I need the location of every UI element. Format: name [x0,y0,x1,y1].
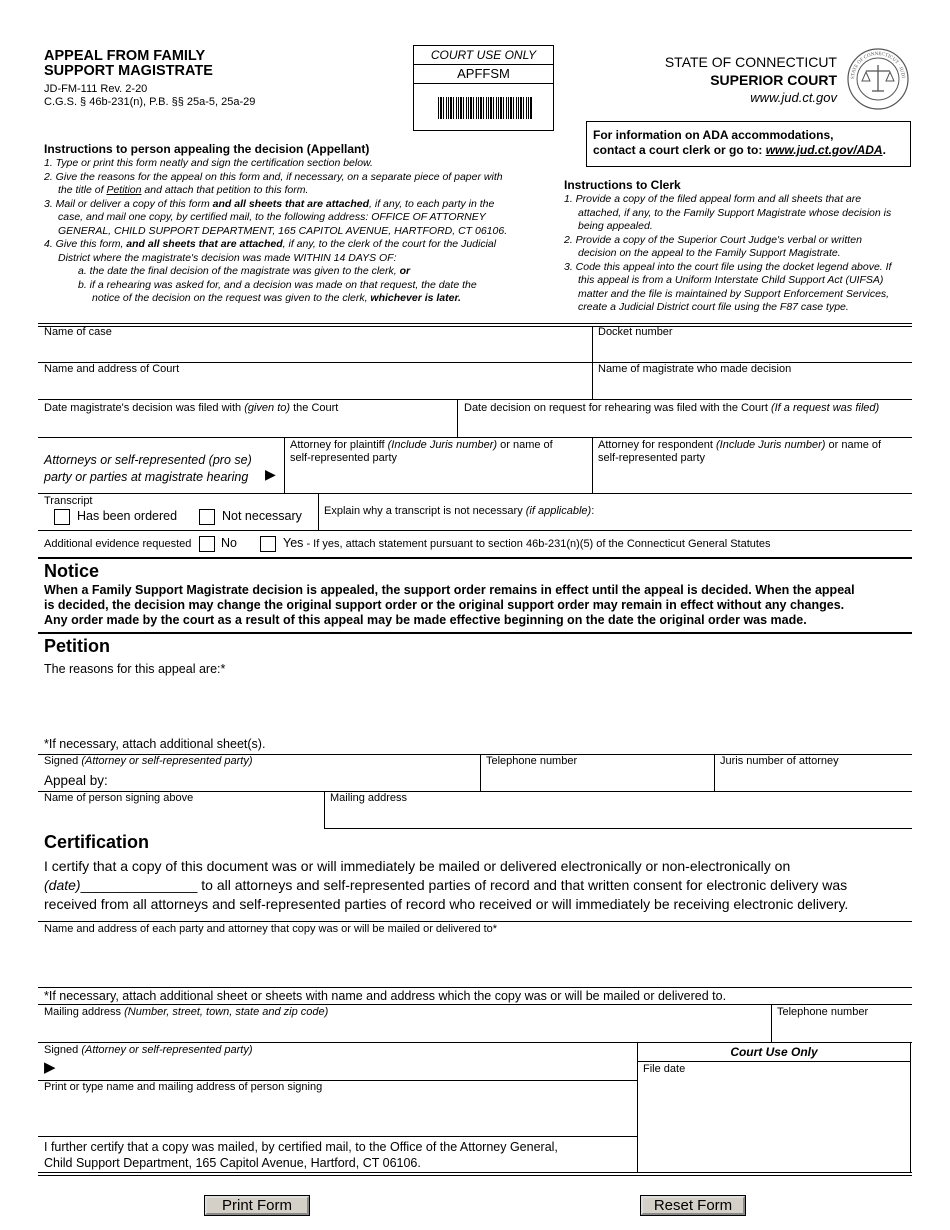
mailing-address-input[interactable] [328,805,910,827]
cert-signed-pre: Signed [44,1044,82,1056]
evidence-no-checkbox[interactable] [199,536,215,552]
cert-telephone-label: Telephone number [777,1006,869,1018]
clerk-instruction-2b: decision on the appeal to the Family Support Magistrate. [578,247,841,259]
docket-number-input[interactable] [596,340,910,362]
certification-text [44,857,848,914]
explain-transcript-input[interactable] [322,519,910,529]
petition-reasons-input[interactable] [40,678,910,733]
magistrate-name-input[interactable] [596,376,910,398]
respondent-label-post: or name of [825,439,882,451]
clerk-instruction-3b: this appeal is from a Uniform Interstate Child Support Act (UIFSA) [578,274,884,286]
respondent-attorney-label [598,439,881,465]
notice-line-2: is decided, the decision may change the original support order or the original support order may remain in effect without any changes. [44,598,845,612]
instruction-4c-bold: or [399,265,411,277]
certification-line-2-post: to all attorneys and self-represented parties of record and that written consent for electronic delivery was [197,877,848,893]
evidence-yes-checkbox[interactable] [260,536,276,552]
instruction-3b: case, and mail one copy, by certified mail, to the following address: OFFICE OF ATTORNEY [58,211,486,223]
instruction-4a [44,238,544,252]
instruction-3a-pre: 3. Mail or deliver a copy of this form [44,197,213,210]
instruction-4b: District where the magistrate's decision was made WITHIN 14 DAYS OF: [58,251,397,264]
ada-link[interactable]: www.jud.ct.gov/ADA [765,143,883,157]
clerk-instruction-2a: 2. Provide a copy of the Superior Court Judge's verbal or written [564,233,862,246]
petition-telephone-label: Telephone number [486,755,578,767]
court-name: SUPERIOR COURT [710,72,837,88]
clerk-instruction-1c: being appealed. [578,220,653,232]
further-certification-2: Child Support Department, 165 Capitol Avenue, Hartford, CT 06106. [44,1156,421,1170]
petition-signed-italic: (Attorney or self-represented party) [81,755,253,767]
not-necessary-checkbox[interactable] [199,509,215,525]
explain-label-post: : [591,505,595,517]
has-been-ordered-label: Has been ordered [77,509,178,523]
rehearing-date-label [464,402,879,414]
petition-reasons-label: The reasons for this appeal are:* [44,662,226,676]
explain-label-pre: Explain why a transcript is not necessary [324,505,526,517]
notice-line-1: When a Family Support Magistrate decision is appealed, the support order remains in effect until the appeal is decided. When the appeal [44,583,855,597]
instruction-2b-petition: Petition [106,184,142,196]
instruction-4c-pre: a. the date the final decision of the magistrate was given to the clerk, [78,265,400,277]
clerk-instruction-1a: 1. Provide a copy of the filed appeal form and all sheets that are [564,193,862,205]
ada-line-2: contact a court clerk or go to: [593,143,766,157]
name-of-case-input[interactable] [40,340,590,362]
evidence-yes-text: Yes [283,536,304,550]
juris-number-label: Juris number of attorney [720,755,839,767]
petition-telephone-input[interactable] [484,768,712,790]
juris-number-input[interactable] [718,768,910,790]
ada-line-1: For information on ADA accommodations, [593,128,834,142]
state-name: STATE OF CONNECTICUT [664,54,837,70]
clerk-instructions [564,193,914,315]
signature-arrow-icon: ▶ [44,1059,56,1076]
certification-date-label: (date) [44,877,81,893]
rehearing-date-label-pre: Date decision on request for rehearing was filed with the Court [464,402,771,414]
court-address-label: Name and address of Court [44,363,180,375]
notice-text [44,583,855,628]
name-signing-label: Name of person signing above [44,792,194,804]
instruction-4c [44,265,544,279]
form-title-line-2: SUPPORT MAGISTRATE [44,63,213,79]
plaintiff-label-italic: (Include Juris number) [387,439,498,451]
instruction-3c: GENERAL, CHILD SUPPORT DEPARTMENT, 165 CAPITOL AVENUE, HARTFORD, CT 06106. [58,224,508,237]
form-title [44,49,213,79]
appellant-instructions [44,157,544,306]
print-form-button[interactable]: Print Form [205,1196,309,1215]
seal-text: STATE OF CONNECTICUT · JUDI [850,51,905,80]
clerk-instruction-3a: 3. Code this appeal into the court file using the docket legend above. If [564,260,892,273]
further-certification [44,1139,558,1171]
print-name-input[interactable] [40,1095,635,1135]
instruction-4e [44,292,544,306]
cert-mailing-address-label [44,1006,328,1018]
decision-date-label-pre: Date magistrate's decision was filed with [44,402,245,414]
attorneys-label [44,452,252,486]
petition-attach-note: *If necessary, attach additional sheet(s). [44,737,266,751]
instruction-4a-bold: and all sheets that are attached [126,238,283,250]
petition-signed-label [44,755,253,767]
file-date-label: File date [643,1063,686,1075]
plaintiff-label-2: self-represented party [290,452,397,464]
cert-signed-italic: (Attorney or self-represented party) [81,1044,253,1056]
instruction-4e-pre: notice of the decision on the request was given to the clerk, [92,292,371,304]
cert-telephone-input[interactable] [775,1019,910,1041]
decision-date-label-italic: (given to) [244,402,291,414]
attorneys-label-2: party or parties at magistrate hearing [44,470,249,484]
instruction-4a-pre: 4. Give this form, [44,238,127,250]
instruction-1: 1. Type or print this form neatly and sign the certification section below. [44,157,373,169]
evidence-yes-label [283,536,771,550]
plaintiff-label-pre: Attorney for plaintiff [290,439,388,451]
certification-title: Certification [44,832,150,852]
form-number: JD-FM-111 Rev. 2-20 [44,83,148,95]
statutes: C.G.S. § 46b-231(n), P.B. §§ 25a-5, 25a-29 [44,96,256,108]
court-code: APFFSM [414,65,553,84]
magistrate-name-label: Name of magistrate who made decision [598,363,792,375]
explain-transcript-label [324,505,594,517]
clerk-instruction-1b: attached, if any, to the Family Support Magistrate whose decision is [578,206,892,219]
certification-date-input[interactable]: _______________ [80,877,198,893]
court-address-input[interactable] [40,376,590,398]
transcript-label: Transcript [44,495,93,507]
instruction-3a-bold: and all sheets that are attached [212,197,370,210]
has-been-ordered-checkbox[interactable] [54,509,70,525]
appeal-by-signature-input[interactable] [120,770,478,790]
recipients-input[interactable] [40,937,910,985]
cert-mailing-italic: (Number, street, town, state and zip code) [124,1006,329,1018]
notice-title: Notice [44,561,100,581]
respondent-label-italic: (Include Juris number) [716,439,826,451]
rehearing-date-label-italic: (If a request was filed) [770,402,880,414]
svg-text:STATE OF CONNECTICUT · JUDICIA [846,47,905,79]
certification-line-2 [44,876,848,895]
decision-date-label [44,402,338,414]
decision-date-input[interactable] [40,416,455,436]
respondent-attorney-input[interactable] [596,466,910,492]
instruction-2b [44,184,544,198]
clerk-instruction-3c: matter and the file is maintained by Support Enforcement Services, [578,287,890,300]
instruction-3a-post: , if any, to each party in the [369,197,495,210]
mailing-address-label: Mailing address [330,792,408,804]
instruction-4a-post: , if any, to the clerk of the court for the Judicial [282,238,497,250]
form-title-line-1: APPEAL FROM FAMILY [44,48,206,64]
respondent-label-2: self-represented party [598,452,705,464]
instruction-2b-pre: the title of [58,184,107,196]
decision-date-label-post: the Court [290,402,339,414]
court-use-box [413,45,554,131]
respondent-label-pre: Attorney for respondent [598,439,717,451]
arrow-icon: ▶ [265,466,276,482]
petition-signed-pre: Signed [44,755,82,767]
rehearing-date-input[interactable] [460,416,910,436]
reset-form-button[interactable]: Reset Form [641,1196,745,1215]
explain-label-italic: (if applicable) [525,505,592,517]
cert-signature-input[interactable] [62,1057,634,1077]
appellant-instructions-title: Instructions to person appealing the decision (Appellant) [44,142,370,156]
recipients-label: Name and address of each party and attorney that copy was or will be mailed or delivered to* [44,923,498,935]
clerk-instructions-title: Instructions to Clerk [564,178,681,192]
certification-line-3: received from all attorneys and self-represented parties of record who received or will immediately be receiving electronic delivery. [44,896,849,912]
instruction-2a: 2. Give the reasons for the appeal on this form and, if necessary, on a separate piece of paper with [44,170,503,183]
court-website: www.jud.ct.gov [750,90,837,105]
petition-title: Petition [44,636,110,656]
name-of-case-label: Name of case [44,326,112,338]
appeal-by-label: Appeal by: [44,773,108,788]
print-name-label: Print or type name and mailing address of person signing [44,1081,323,1093]
not-necessary-label: Not necessary [222,509,302,523]
notice-line-3: Any order made by the court as a result of this appeal may be made effective beginning on the date the original order was made. [44,613,807,627]
further-certification-1: I further certify that a copy was mailed, by certified mail, to the Office of the Attorney General, [44,1140,558,1154]
certification-line-1: I certify that a copy of this document was or will immediately be mailed or delivered electronically or non-electronically on [44,858,791,874]
ada-period: . [882,143,886,157]
state-seal-icon [846,47,910,111]
name-signing-input[interactable] [40,805,320,827]
instruction-4d: b. if a rehearing was asked for, and a decision was made on that request, the date the [78,278,477,291]
clerk-instruction-3d: create a Judicial District court file using the F87 case type. [578,301,849,313]
cert-signed-label [44,1044,253,1056]
cert-mailing-address-input[interactable] [40,1019,768,1041]
cert-mailing-pre: Mailing address [44,1006,125,1018]
ada-box [586,121,911,167]
court-use-label: COURT USE ONLY [414,46,553,65]
evidence-no-label: No [221,536,237,550]
attorneys-label-1: Attorneys or self-represented (pro se) [44,453,252,467]
instruction-4e-bold: whichever is later. [370,292,461,304]
instruction-2b-post: and attach that petition to this form. [141,184,309,196]
certification-attach-note: *If necessary, attach additional sheet or sheets with name and address which the copy was or will be mailed or delivered to. [44,989,727,1003]
court-use-only-label: Court Use Only [730,1045,818,1059]
docket-number-label: Docket number [598,326,673,338]
plaintiff-label-post: or name of [497,439,553,451]
additional-evidence-label: Additional evidence requested [44,538,192,550]
plaintiff-attorney-label [290,439,553,465]
court-header [665,53,837,107]
evidence-yes-note: - If yes, attach statement pursuant to section 46b-231(n)(5) of the Connecticut General Statutes [303,538,771,550]
plaintiff-attorney-input[interactable] [288,466,588,492]
barcode [438,97,532,119]
instruction-3a [44,198,544,212]
